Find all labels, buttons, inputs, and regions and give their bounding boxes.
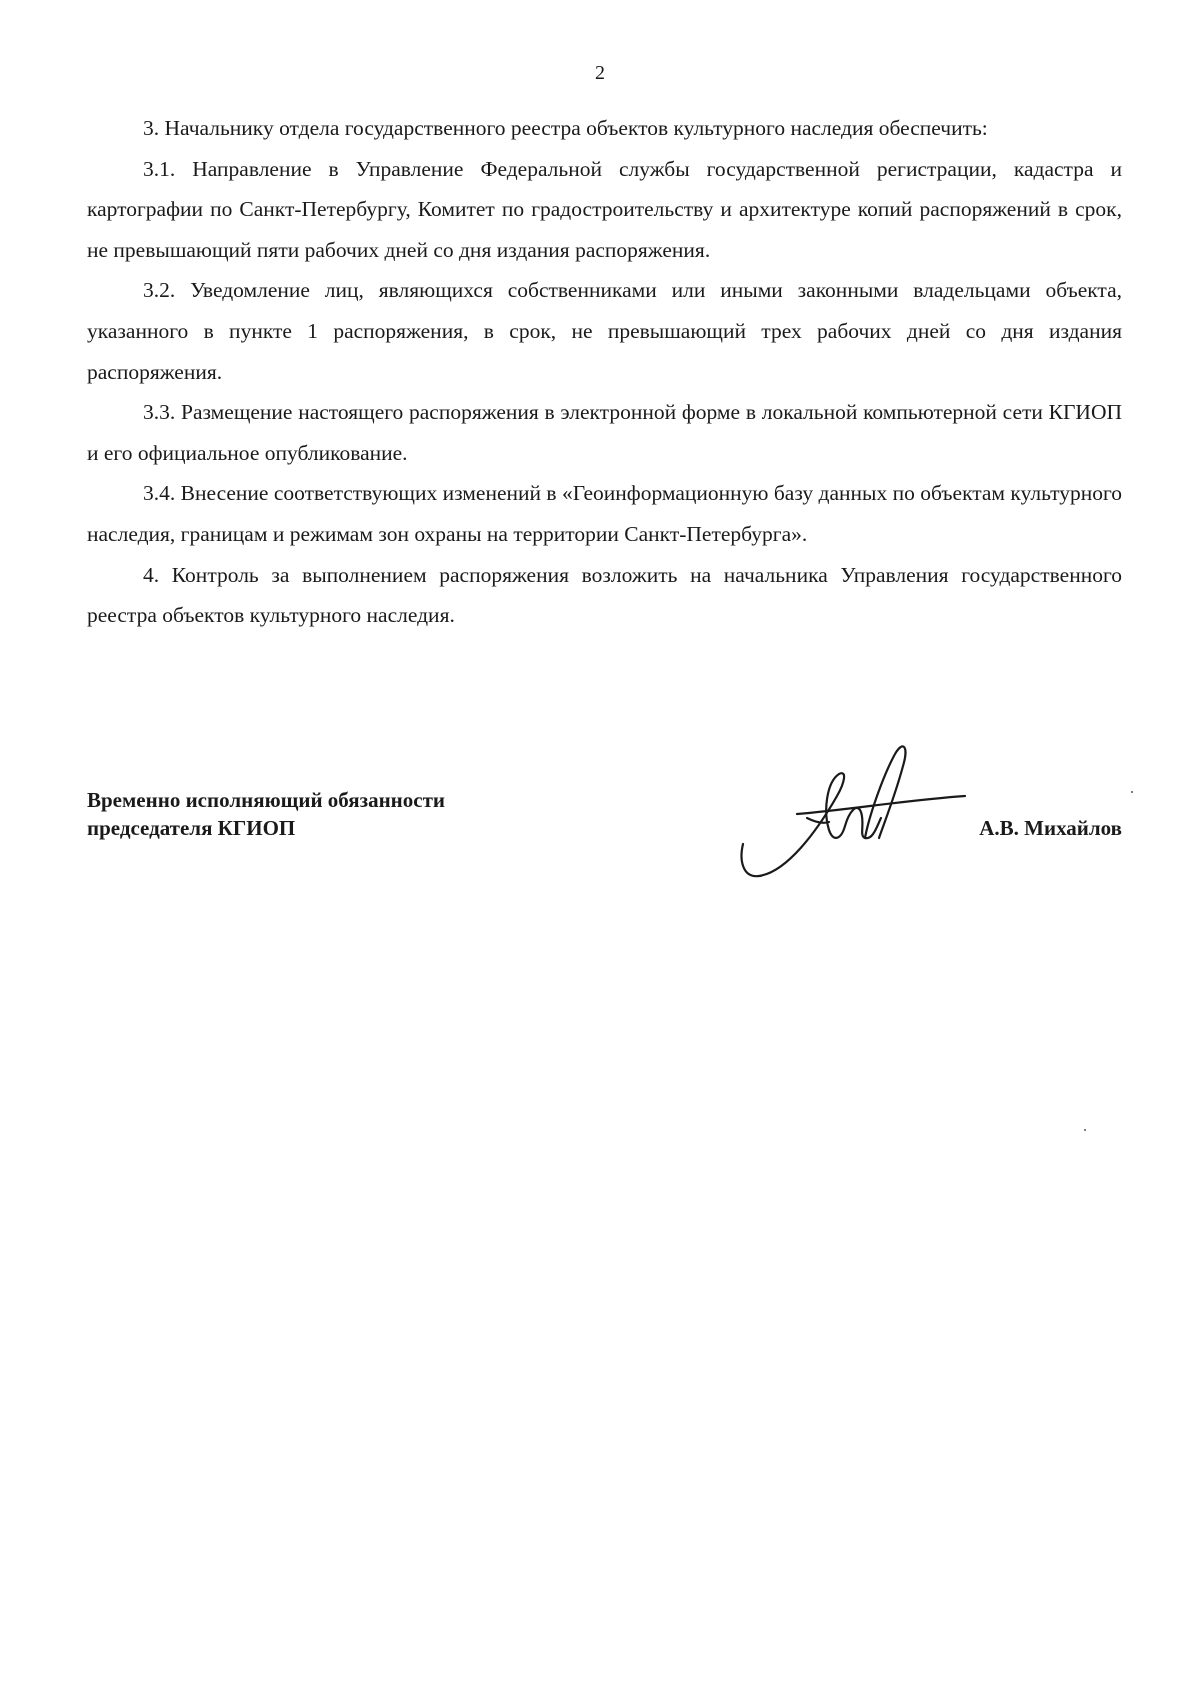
paragraph-3-1: 3.1. Направление в Управление Федеральной службы государственной регистрации, кадастра и картографии по Санкт-Петербургу, Комитет по градостроительству и архитектуре копий распоряжений в срок, не превышающий пяти рабочих дней со дня издания распоряжения. [87, 156, 1122, 262]
signatory-title [87, 786, 445, 842]
paragraph-4: 4. Контроль за выполнением распоряжения возложить на начальника Управления государственного реестра объектов культурного наследия. [87, 562, 1122, 628]
handwritten-signature-icon [647, 726, 967, 896]
signatory-title-line2: председателя КГИОП [87, 816, 296, 840]
signatory-title-line1: Временно исполняющий обязанности [87, 788, 446, 812]
scan-speck [1084, 1129, 1086, 1131]
paragraph-3-4: 3.4. Внесение соответствующих изменений в «Геоинформационную базу данных по объектам культурного наследия, границам и режимам зон охраны на территории Санкт-Петербурга». [87, 481, 1122, 546]
document-body [87, 108, 1122, 636]
signature-block [87, 786, 1122, 906]
paragraph-3-3: 3.3. Размещение настоящего распоряжения в электронной форме в локальной компьютерной сети КГИОП и его официальное опубликование. [87, 400, 1122, 465]
paragraph-3-2: 3.2. Уведомление лиц, являющихся собственниками или иными законными владельцами объекта, указанного в пункте 1 распоряжения, в срок, не превышающий трех рабочих дней со дня издания распоряжения. [87, 278, 1122, 384]
signatory-name: А.В. Михайлов [979, 816, 1122, 840]
page-number: 2 [595, 62, 605, 84]
scan-speck [1131, 791, 1133, 793]
paragraph-3: 3. Начальнику отдела государственного реестра объектов культурного наследия обеспечить: [143, 116, 988, 140]
